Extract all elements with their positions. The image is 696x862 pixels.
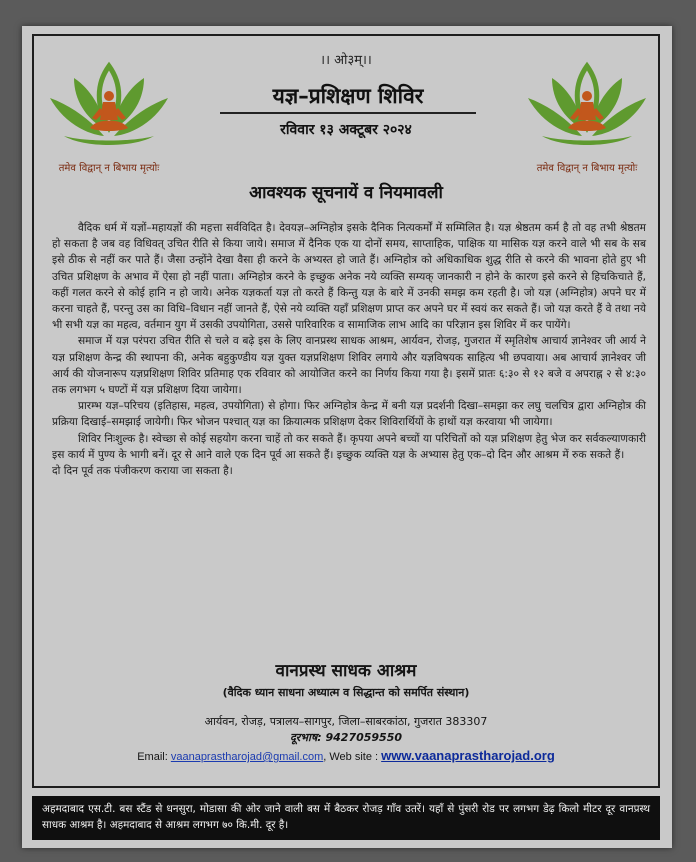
organization-phone: दूरभाष: 9427059550: [289, 731, 403, 744]
email-link[interactable]: vaanaprastharojad@gmail.com: [170, 751, 324, 763]
yoga-lotus-logo-left: [44, 58, 174, 178]
content-frame: [32, 34, 660, 788]
organization-block: [34, 658, 658, 763]
notice-body: [52, 220, 646, 479]
organization-address: आर्यवन, रोजड़, पत्रालय–सागपुर, जिला–साबरकांठा, गुजरात 383307: [204, 715, 488, 728]
email-label: Email:: [137, 751, 168, 763]
lotus-meditation-icon: [522, 58, 652, 158]
directions-footer: अहमदाबाद एस.टी. बस स्टैंड से धनसुरा, मोडासा की ओर जाने वाली बस में बैठकर रोजड़ गाँव उतरें। यहाँ से पुंसरी रोड पर लगभग डेढ़ किलो मीटर दूर वानप्रस्थ साधक आश्रम है। अहमदाबाद से आश्रम लगभग ७० कि.मी. दूर है।: [32, 796, 660, 840]
page-title: यज्ञ–प्रशिक्षण शिविर: [220, 82, 476, 114]
motto-text-right: तमेव विद्वान् न बिभाय मृत्योः: [536, 163, 638, 174]
notice-paragraph: शिविर निःशुल्क है। स्वेच्छा से कोई सहयोग करना चाहें तो कर सकते हैं। कृपया अपने बच्चों या परिचितों को यज्ञ प्रशिक्षण हेतु भेज कर सर्वकल्याणकारी इस कार्य में पुण्य के भागी बनें। दूर से आने वाले एक दिन पूर्व आ सकते हैं। इच्छुक व्यक्ति यज्ञ के अभ्यास हेतु एक–दो दिन और आश्रम में रुक सकते हैं।: [52, 432, 646, 461]
notice-heading: आवश्यक सूचनायें व नियमावली: [249, 183, 443, 203]
yoga-lotus-logo-right: [522, 58, 652, 178]
organization-tagline: (वैदिक ध्यान साधना अध्यात्म व सिद्धान्त को समर्पित संस्थान): [222, 686, 470, 699]
om-invocation: ।। ओ३म्।।: [320, 53, 372, 68]
notice-paragraph: वैदिक धर्म में यज्ञों–महायज्ञों की महत्ता सर्वविदित है। देवयज्ञ–अग्निहोत्र इसके दैनिक नित्यकर्मों में सम्मिलित है। यज्ञ श्रेष्ठतम कर्म है तो वह तभी श्रेष्ठतम हो सकता है जब वह विधिवत् उचित रीति से किया जाये। समाज में दैनिक एक या दोनों समय, साप्ताहिक, पाक्षिक या मासिक यज्ञ करने वाले भी सब के सब इसे ठीक से नहीं कर पाते हैं। जैसा उन्होंने देखा वैसा ही करने के अभ्यस्त हो जाते हैं। अग्निहोत्र को अधिकाधिक शुद्ध रीति से करने की भावना होते हुए भी उचित प्रशिक्षण के अभाव में ऐसा हो नहीं पाता। अग्निहोत्र करने के इच्छुक अनेक नये व्यक्ति सम्यक् जानकारी न होने के कारण इसे करने से हिचकिचाते हैं, कहीं गलत करने से कोई हानि न हो जाये। अनेक यज्ञकर्ता यज्ञ तो करते हैं किन्तु यज्ञ के बारे में उनकी समझ कम रहती है। जो यज्ञ (अग्निहोत्र) अपने घर में करना चाहते हैं, परन्तु उस का विधि–विधान नहीं जानते हैं, ऐसे नये व्यक्ति यहाँ प्रशिक्षण प्राप्त कर अपने घर में स्वयं कर सकते हैं। जो यज्ञ करते हैं वे तथा नये भी सभी यज्ञ का महत्व, वर्तमान युग में उसकी उपयोगिता, उससे पारिवारिक व सामाजिक लाभ आदि का परिज्ञान इस शिविर में कर पायेंगे।: [52, 222, 646, 332]
notice-sheet: [22, 26, 672, 848]
website-label: , Web site :: [323, 751, 379, 763]
contact-line: [34, 748, 658, 763]
event-date: रविवार १३ अक्टूबर २०२४: [280, 122, 412, 138]
motto-text-left: तमेव विद्वान् न बिभाय मृत्योः: [58, 163, 160, 174]
website-link[interactable]: www.vaanaprastharojad.org: [381, 748, 555, 763]
registration-note: दो दिन पूर्व तक पंजीकरण कराया जा सकता है।: [52, 465, 233, 478]
notice-paragraph: प्रारम्भ यज्ञ–परिचय (इतिहास, महत्व, उपयोगिता) से होगा। फिर अग्निहोत्र केन्द्र में बनी यज्ञ प्रदर्शनी दिखा–समझा कर लघु चलचित्र द्वारा अग्निहोत्र की प्रक्रिया दिखाई–समझाई जायेगी। फिर भोजन पश्चात् यज्ञ का क्रियात्मक प्रशिक्षण देकर शिविरार्थियों के हाथों यज्ञ करवाया भी जायेगा।: [52, 400, 646, 429]
lotus-meditation-icon: [44, 58, 174, 158]
notice-paragraph: समाज में यज्ञ परंपरा उचित रीति से चले व बढ़े इस के लिए वानप्रस्थ साधक आश्रम, आर्यवन, रोजड़, गुजरात में स्मृतिशेष आचार्य ज्ञानेश्वर जी आर्य ने यज्ञ प्रशिक्षण केन्द्र की स्थापना की, अनेक बहुकुण्डीय यज्ञ युक्त यज्ञप्रशिक्षण शिविर लगाये और यज्ञविषयक साहित्य भी छपवाया। अब आचार्य ज्ञानेश्वर जी आर्य की योजनारूप यज्ञप्रशिक्षण शिविर प्रतिमाह एक रविवार को आयोजित करने का निर्णय किया गया है। इसमें प्रातः ६:३० से १२ बजे व अपराह्न २ से ४:३० तक लगभग ५ घण्टों में यज्ञ प्रशिक्षण दिया जायेगा।: [52, 335, 646, 397]
organization-name: वानप्रस्थ साधक आश्रम: [275, 661, 417, 681]
